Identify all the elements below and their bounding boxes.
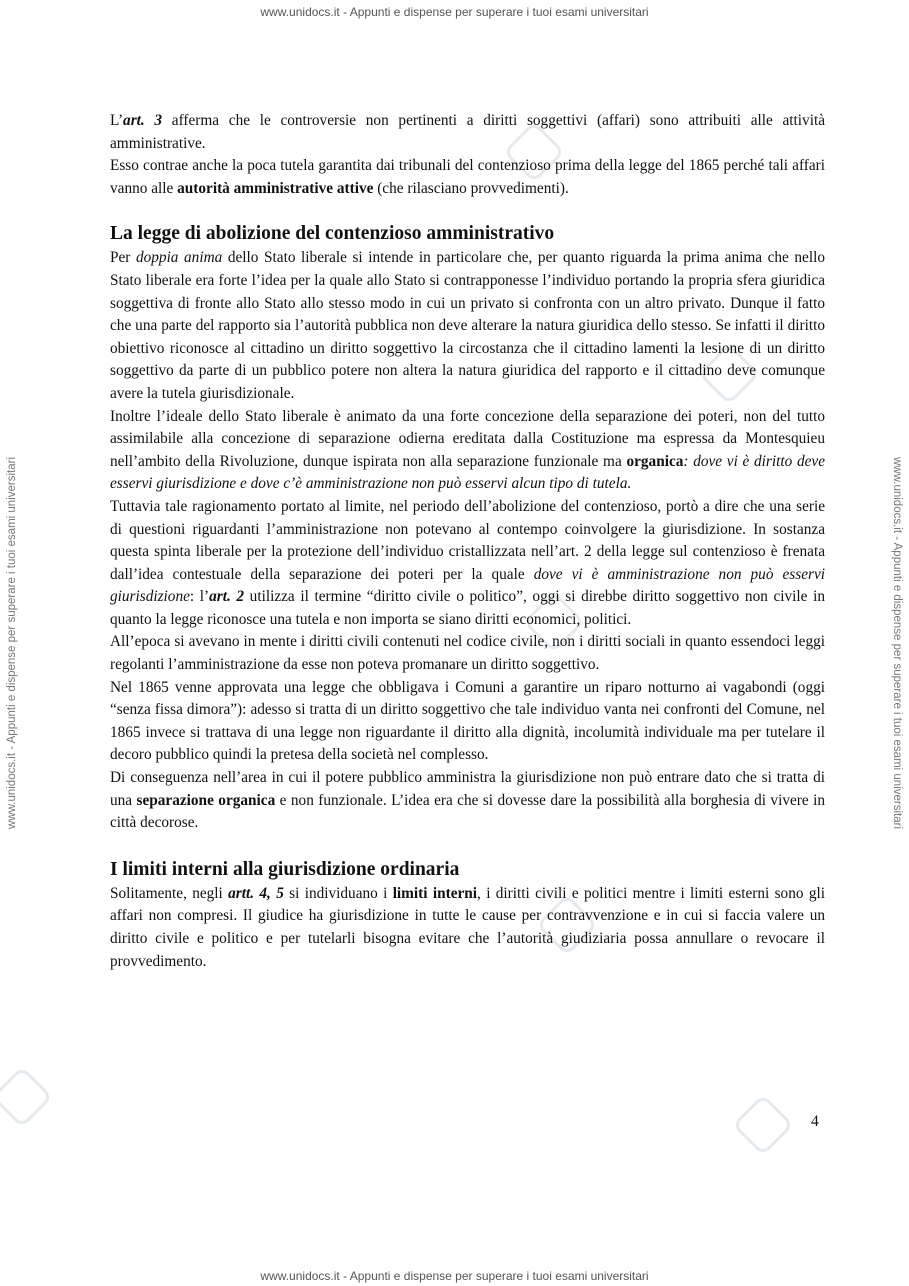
intro-paragraph-2: Esso contrae anche la poca tutela garantita dai tribunali del contenzioso prima della legge del 1865 perché tali affari vanno alle autorità amministrative attive (che rilasciano provvedimenti). — [110, 157, 825, 197]
watermark-logo-icon — [732, 1094, 794, 1156]
section1-paragraph-4: All’epoca si avevano in mente i diritti civili contenuti nel codice civile, non i diritti sociali in quanto essendoci leggi regolanti l’amministrazione da esse non poteva promanare un diritto soggettivo. — [110, 633, 825, 674]
watermark-top: www.unidocs.it - Appunti e dispense per superare i tuoi esami universitari — [260, 5, 649, 19]
section2-paragraph-1: Solitamente, negli artt. 4, 5 si individuano i limiti interni, i diritti civili e politici mentre i limiti esterni sono gli affari non compresi. Il giudice ha giurisdizione in tutte le cause per contravvenzione e in cui si faccia valere un diritto civile e politico e per tutelarli bisogna evitare che l’autorità giudiziaria possa annullare o revocare il provvedimento. — [110, 884, 825, 970]
section1-paragraph-2: Inoltre l’ideale dello Stato liberale è animato da una forte concezione della separazione dei poteri, non del tutto assimilabile alla concezione di separazione odierna ereditata dalla Costituzione ma espressa da Montesquieu nell’ambito della Rivoluzione, dunque ispirata non alla separazione funzionale ma organica: dove vi è diritto deve esservi giurisdizione e dove c’è amministrazione non può esservi alcun tipo di tutela. — [110, 407, 825, 493]
section1-paragraph-6: Di conseguenza nell’area in cui il potere pubblico amministra la giurisdizione non può entrare dato che si tratta di una separazione organica e non funzionale. L’idea era che si dovesse dare la possibilità alla borghesia di vivere in città decorose. — [110, 769, 825, 832]
watermark-right — [887, 0, 907, 1286]
section-heading-limiti-interni: I limiti interni alla giurisdizione ordinaria — [110, 858, 460, 880]
section-heading-abolizione: La legge di abolizione del contenzioso amministrativo — [110, 223, 555, 245]
document-body — [110, 110, 825, 973]
watermark-right-text: www.unidocs.it - Appunti e dispense per superare i tuoi esami universitari — [891, 456, 903, 830]
watermark-bottom: www.unidocs.it - Appunti e dispense per superare i tuoi esami universitari — [260, 1269, 649, 1283]
page-number: 4 — [811, 1113, 819, 1130]
section1-paragraph-1: Per doppia anima dello Stato liberale si intende in particolare che, per quanto riguarda la prima anima che nello Stato liberale era forte l’idea per la quale allo Stato si contrapponesse l’individuo portando la propria sfera giuridica soggettiva di fronte allo Stato allo stesso modo in cui un privato si confronta con un altro privato. Dunque il fatto che una parte del rapporto sia l’autorità pubblica non deve alterare la natura giuridica dello stesso. Se infatti il diritto obiettivo riconosce al cittadino un diritto soggettivo la circostanza che il cittadino lamenti la lesione di un diritto soggettivo da parte di un pubblico potere non altera la natura giuridica del rapporto e il cittadino deve comunque avere la tutela giurisdizionale. — [110, 249, 825, 402]
section1-paragraph-3: Tuttavia tale ragionamento portato al limite, nel periodo dell’abolizione del contenzioso, portò a dire che una serie di questioni riguardanti l’amministrazione non potevano al contempo coinvolgere la giurisdizione. In sostanza questa spinta liberale per la protezione dell’individuo cristallizzata nell’art. 2 della legge sul contenzioso è frenata dall’idea contestuale della separazione dei poteri per la quale dove vi è amministrazione non può esservi giurisdizione: l’art. 2 utilizza il termine “diritto civile o politico”, oggi si direbbe diritto soggettivo non civile in quanto la legge riconosce una tutela e non importa se siano diritti economici, politici. — [110, 497, 825, 628]
section1-paragraph-5: Nel 1865 venne approvata una legge che obbligava i Comuni a garantire un riparo notturno ai vagabondi (oggi “senza fissa dimora”): adesso si tratta di un diritto soggettivo che tale individuo vanta nei confronti del Comune, nel 1865 invece si trattava di una legge non riguardante il diritto alla dignità, incolumità individuale ma per tutelare il decoro pubblico quindi la pretesa della società nel complesso. — [110, 678, 825, 764]
intro-paragraph-1: L’art. 3 afferma che le controversie non pertinenti a diritti soggettivi (affari) sono attribuiti alle attività amministrative. — [110, 112, 825, 152]
watermark-left-text: www.unidocs.it - Appunti e dispense per superare i tuoi esami universitari — [6, 456, 18, 830]
